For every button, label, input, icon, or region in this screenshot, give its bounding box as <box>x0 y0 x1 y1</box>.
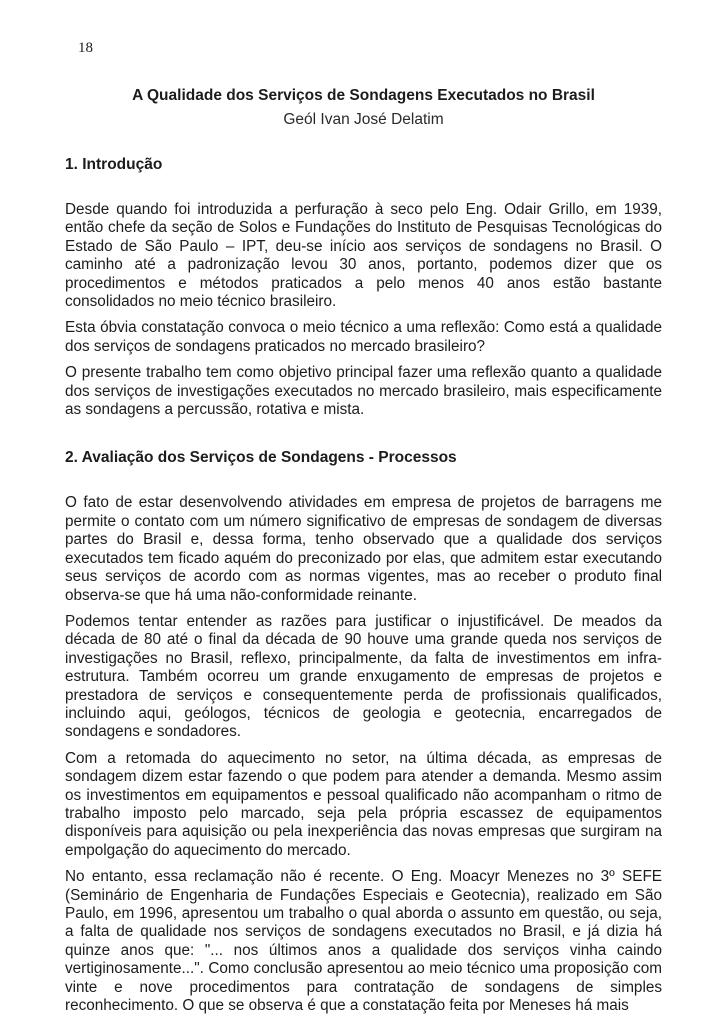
section-heading-introducao: 1. Introdução <box>65 156 163 173</box>
paragraph: Podemos tentar entender as razões para justificar o injustificável. De meados da década de 80 até o final da década de 90 houve uma grande queda nos serviços de investigações no Brasil, reflexo, principalmente, da falta de investimentos em infra-estrutura. Também ocorreu um grande enxugamento de empresas de projetos e prestadora de serviços e consequentemente perda de profissionais qualificados, incluindo aqui, geólogos, técnicos de geologia e geotecnia, encarregados de sondagens e sondadores. <box>65 612 662 741</box>
document-title: A Qualidade dos Serviços de Sondagens Executados no Brasil <box>132 87 595 104</box>
paragraph: Desde quando foi introduzida a perfuração à seco pelo Eng. Odair Grillo, em 1939, então chefe da seção de Solos e Fundações do Instituto de Pesquisas Tecnológicas do Estado de São Paulo – IPT, deu-se início aos serviços de sondagens no Brasil. O caminho até a padronização levou 30 anos, portanto, podemos dizer que os procedimentos e métodos praticados a pelo menos 40 anos estão bastante consolidados no meio técnico brasileiro. <box>65 201 662 311</box>
section-heading-avaliacao: 2. Avaliação dos Serviços de Sondagens - Processos <box>65 449 457 467</box>
page-content <box>65 86 662 1015</box>
paragraph: O presente trabalho tem como objetivo principal fazer uma reflexão quanto a qualidade dos serviços de investigações executados no mercado brasileiro, mais especificamente as sondagens a percussão, rotativa e mista. <box>65 364 662 419</box>
paragraph: Com a retomada do aquecimento no setor, na última década, as empresas de sondagem dizem estar fazendo o que podem para atender a demanda. Mesmo assim os investimentos em equipamentos e pessoal qualificado não acompanham o ritmo de trabalho imposto pelo marcado, seja pela própria escassez de equipamentos disponíveis para aquisição ou pela inexperiência das novas empresas que surgiram na empolgação do aquecimento do mercado. <box>65 749 662 859</box>
paragraph: No entanto, essa reclamação não é recente. O Eng. Moacyr Menezes no 3º SEFE (Seminário de Engenharia de Fundações Especiais e Geotecnia), realizado em São Paulo, em 1996, apresentou um trabalho o qual aborda o assunto em questão, ou seja, a falta de qualidade nos serviços de sondagens executados no Brasil, e já dizia há quinze anos que: "... nos últimos anos a qualidade dos serviços vinha caindo vertiginosamente...". Como conclusão apresentou ao meio técnico uma proposição com vinte e nove procedimentos para contratação de sondagens de simples reconhecimento. O que se observa é que a constatação feita por Meneses há mais <box>65 868 662 1015</box>
page-number: 18 <box>78 40 93 56</box>
paragraph: O fato de estar desenvolvendo atividades em empresa de projetos de barragens me permite o contato com um número significativo de empresas de sondagem de diversas partes do Brasil e, dessa forma, tenho observado que a qualidade dos serviços executados tem ficado aquém do preconizado por elas, que admitem estar executando seus serviços de acordo com as normas vigentes, mas ao receber o produto final observa-se que há uma não-conformidade reinante. <box>65 494 662 604</box>
paragraph: Esta óbvia constatação convoca o meio técnico a uma reflexão: Como está a qualidade dos serviços de sondagens praticados no mercado brasileiro? <box>65 319 662 355</box>
document-author: Geól Ivan José Delatim <box>283 111 444 128</box>
